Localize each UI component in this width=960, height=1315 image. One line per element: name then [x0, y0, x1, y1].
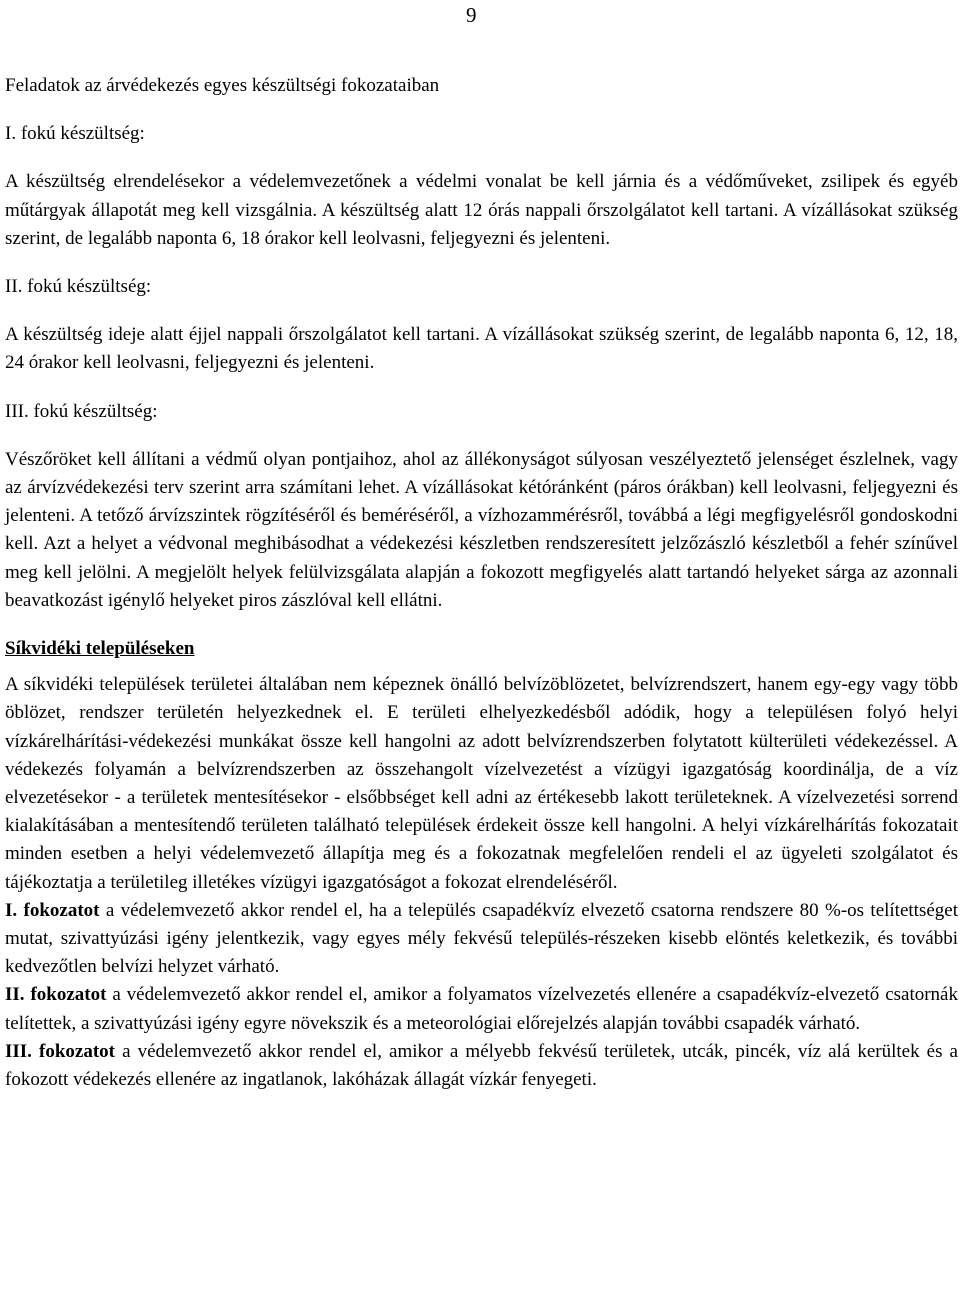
plains-intro: A síkvidéki települések területei általában nem képeznek önálló belvízöblözetet, belvízrendszert, hanem egy-egy vagy több öblözet, rendszer területén helyezkednek el. E területi elhelyezkedésből adódik, hogy a településen folyó helyi vízkárelhárítási-védekezési munkákat össze kell hangolni az adott belvízrendszerben folytatott külterületi védekezéssel. A védekezés folyamán a belvízrendszerben az összehangolt vízelvezetést a vízügyi igazgatóság koordinálja, de a víz elvezetésekor - a területek mentesítésekor - elsőbbséget kell adni az értékesebb lakott területeknek. A vízelvezetési sorrend kialakításában a mentesítendő területen található települések érdekeit össze kell hangolni. A helyi vízkárelhárítás fokozatait minden esetben a helyi védelemvezető állapítja meg és a fokozatnak megfelelően rendeli el az ügyeleti szolgálatot és tájékoztatja a területileg illetékes vízügyi igazgatóságot a fokozat elrendeléséről. [5, 674, 958, 893]
grade-1-label: I. fokozatot [5, 899, 100, 921]
grade-3-label: III. fokozatot [5, 1040, 115, 1062]
level-3-label: III. fokú készültség: [5, 400, 158, 422]
level-2-label: II. fokú készültség: [5, 276, 152, 298]
grade-1-text: a védelemvezető akkor rendel el, ha a település csapadékvíz elvezető csatorna rendszere 80 %-os telítettséget mutat, szivattyúzási igény jelentkezik, vagy egyes mély fekvésű település-részeken kisebb elöntés keletkezik, és további kedvezőtlen belvízi helyzet várható. [5, 899, 958, 978]
grade-1-paragraph [5, 897, 958, 982]
section-title-plains: Síkvidéki településeken [5, 638, 195, 660]
grade-2-text: a védelemvezető akkor rendel el, amikor a folyamatos vízelvezetés ellenére a csapadékvíz-elvezető csatornák telítettek, a szivattyúzási igény egyre növekszik és a meteorológiai előrejelzés alapján további csapadék várható. [5, 984, 958, 1034]
level-2-text: A készültség ideje alatt éjjel nappali őrszolgálatot kell tartani. A vízállásokat szükség szerint, de legalább naponta 6, 12, 18, 24 órakor kell leolvasni, feljegyezni és jelenteni. [5, 324, 958, 374]
document-heading: Feladatok az árvédekezés egyes készültségi fokozataiban [5, 75, 440, 96]
grade-3-text: a védelemvezető akkor rendel el, amikor a mélyebb fekvésű területek, utcák, pincék, víz alá kerültek és a fokozott védekezés ellenére az ingatlanok, lakóházak állagát vízkár fenyegeti. [5, 1040, 958, 1091]
page-number: 9 [466, 3, 477, 27]
grade-3-paragraph [5, 1038, 958, 1094]
document-body [5, 72, 958, 1094]
grade-2-paragraph [5, 981, 958, 1037]
level-3-text: Vészőröket kell állítani a védmű olyan pontjaihoz, ahol az állékonyságot súlyosan veszélyeztető jelenséget észlelnek, vagy az árvízvédekezési terv szerint arra számítani lehet. A vízállásokat kétóránként (páros órákban) kell leolvasni, feljegyezni és jelenteni. A tetőző árvízszintek rögzítéséről és beméréséről, a vízhozammérésről, továbbá a légi megfigyelésről gondoskodni kell. Azt a helyet a védvonal meghibásodhat a védekezési készletben rendszeresített jelzőzászló készletből a fehér színűvel meg kell jelölni. A megjelölt helyek felülvizsgálata alapján a fokozott megfigyelés alatt tartandó helyeket sárga az azonnali beavatkozást igénylő helyeket piros zászlóval kell ellátni. [5, 448, 958, 611]
grade-2-label: II. fokozatot [5, 984, 107, 1006]
level-1-text: A készültség elrendelésekor a védelemvezetőnek a védelmi vonalat be kell járnia és a védőműveket, zsilipek és egyéb műtárgyak állapotát meg kell vizsgálnia. A készültség alatt 12 órás nappali őrszolgálatot kell tartani. A vízállásokat szükség szerint, de legalább naponta 6, 18 órakor kell leolvasni, feljegyezni és jelenteni. [5, 171, 958, 249]
level-1-label: I. fokú készültség: [5, 123, 145, 145]
